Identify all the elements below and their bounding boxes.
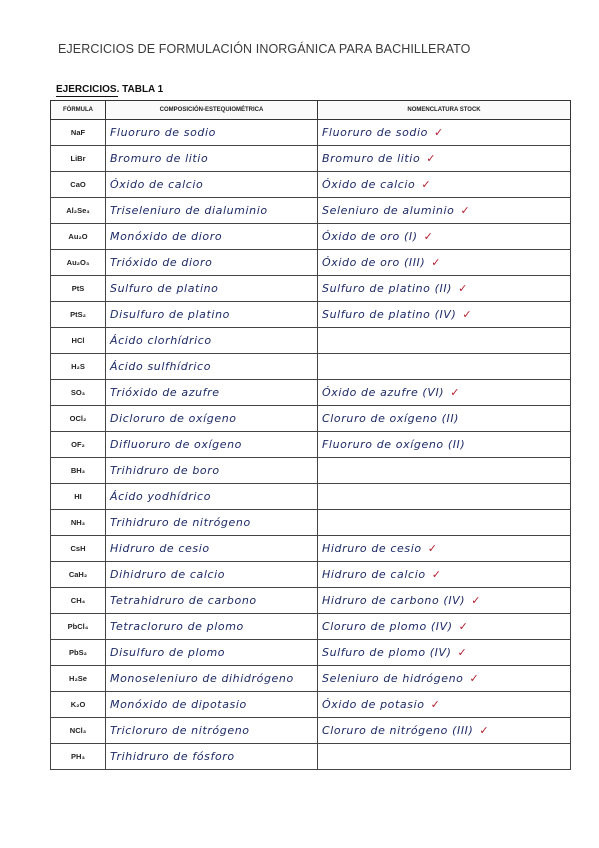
stock-text: Cloruro de oxígeno (II) (322, 412, 460, 425)
stock-cell[interactable] (318, 302, 571, 328)
stock-text: Óxido de oro (I) (322, 230, 418, 243)
composicion-cell[interactable] (106, 354, 318, 380)
composicion-text: Tetracloruro de plomo (110, 620, 244, 633)
composicion-cell[interactable] (106, 250, 318, 276)
table-row (51, 692, 571, 718)
table-row (51, 666, 571, 692)
composicion-cell[interactable] (106, 718, 318, 744)
stock-cell[interactable] (318, 198, 571, 224)
composicion-cell[interactable] (106, 276, 318, 302)
table-row (51, 510, 571, 536)
composicion-cell[interactable] (106, 432, 318, 458)
formula-cell: Au₂O₃ (51, 250, 106, 276)
formula-cell: BH₃ (51, 458, 106, 484)
composicion-text: Disulfuro de platino (110, 308, 230, 321)
table-row (51, 276, 571, 302)
composicion-text: Óxido de calcio (110, 178, 204, 191)
stock-cell[interactable] (318, 172, 571, 198)
composicion-text: Trihidruro de boro (110, 464, 220, 477)
formula-cell: NaF (51, 120, 106, 146)
stock-text: Óxido de azufre (VI) (322, 386, 445, 399)
table-row (51, 146, 571, 172)
stock-text: Seleniuro de aluminio (322, 204, 455, 217)
stock-cell[interactable] (318, 744, 571, 770)
check-mark-icon: ✓ (434, 126, 444, 139)
formula-cell: LiBr (51, 146, 106, 172)
composicion-cell[interactable] (106, 484, 318, 510)
formula-cell: PbS₂ (51, 640, 106, 666)
stock-cell[interactable] (318, 406, 571, 432)
formula-cell: HI (51, 484, 106, 510)
composicion-text: Sulfuro de platino (110, 282, 219, 295)
composicion-cell[interactable] (106, 536, 318, 562)
formula-cell: OCl₂ (51, 406, 106, 432)
formula-cell: H₂Se (51, 666, 106, 692)
stock-text: Hidruro de cesio (322, 542, 422, 555)
stock-cell[interactable] (318, 380, 571, 406)
formula-cell: CH₄ (51, 588, 106, 614)
table-row (51, 744, 571, 770)
composicion-cell[interactable] (106, 380, 318, 406)
composicion-cell[interactable] (106, 562, 318, 588)
composicion-cell[interactable] (106, 510, 318, 536)
stock-cell[interactable] (318, 458, 571, 484)
table-row (51, 328, 571, 354)
check-mark-icon: ✓ (431, 256, 442, 269)
stock-cell[interactable] (318, 666, 571, 692)
table-row (51, 536, 571, 562)
column-header-stock: NOMENCLATURA STOCK (318, 101, 571, 120)
stock-cell[interactable] (318, 588, 571, 614)
table-row (51, 588, 571, 614)
stock-text: Fluoruro de sodio (322, 126, 429, 139)
table-row (51, 432, 571, 458)
formula-cell: SO₃ (51, 380, 106, 406)
formula-cell: CaO (51, 172, 106, 198)
composicion-cell[interactable] (106, 692, 318, 718)
stock-cell[interactable] (318, 146, 571, 172)
composicion-text: Dihidruro de calcio (110, 568, 226, 581)
stock-cell[interactable] (318, 536, 571, 562)
formula-cell: PbCl₄ (51, 614, 106, 640)
composicion-cell[interactable] (106, 302, 318, 328)
table-row (51, 302, 571, 328)
stock-cell[interactable] (318, 120, 571, 146)
formula-cell: PtS₂ (51, 302, 106, 328)
stock-text: Sulfuro de platino (II) (322, 282, 453, 295)
table-row (51, 250, 571, 276)
page-title: EJERCICIOS DE FORMULACIÓN INORGÁNICA PARA BACHILLERATO (58, 42, 471, 56)
check-mark-icon: ✓ (450, 386, 461, 399)
table-header-row (51, 101, 571, 120)
composicion-cell[interactable] (106, 172, 318, 198)
check-mark-icon: ✓ (458, 282, 468, 295)
formula-cell: Au₂O (51, 224, 106, 250)
composicion-text: Trióxido de azufre (110, 386, 220, 399)
check-mark-icon: ✓ (427, 542, 438, 555)
formula-cell: HCl (51, 328, 106, 354)
composicion-text: Ácido sulfhídrico (110, 360, 212, 373)
column-header-formula: FÓRMULA (51, 101, 106, 120)
stock-text: Óxido de potasio (322, 698, 425, 711)
stock-text: Sulfuro de platino (IV) (322, 308, 457, 321)
formula-cell: K₂O (51, 692, 106, 718)
composicion-text: Bromuro de litio (110, 152, 209, 165)
stock-text: Hidruro de carbono (IV) (322, 594, 466, 607)
stock-cell[interactable] (318, 562, 571, 588)
formula-cell: NH₃ (51, 510, 106, 536)
stock-cell[interactable] (318, 250, 571, 276)
stock-cell[interactable] (318, 484, 571, 510)
table-row (51, 380, 571, 406)
composicion-text: Hidruro de cesio (110, 542, 210, 555)
stock-text: Bromuro de litio (322, 152, 421, 165)
composicion-text: Fluoruro de sodio (110, 126, 217, 139)
table-row (51, 484, 571, 510)
composicion-text: Monóxido de dioro (110, 230, 223, 243)
formula-cell: CaH₂ (51, 562, 106, 588)
composicion-cell[interactable] (106, 198, 318, 224)
composicion-text: Dicloruro de oxígeno (110, 412, 237, 425)
composicion-text: Tetrahidruro de carbono (110, 594, 257, 607)
stock-cell[interactable] (318, 640, 571, 666)
check-mark-icon: ✓ (471, 594, 482, 607)
composicion-cell[interactable] (106, 640, 318, 666)
formula-cell: PH₃ (51, 744, 106, 770)
table-title-underline (56, 96, 118, 97)
composicion-text: Triseleniuro de dialuminio (110, 204, 268, 217)
stock-text: Fluoruro de oxígeno (II) (322, 438, 466, 451)
composicion-text: Difluoruro de oxígeno (110, 438, 242, 451)
formula-cell: H₂S (51, 354, 106, 380)
table-row (51, 562, 571, 588)
stock-cell[interactable] (318, 692, 571, 718)
composicion-text: Monóxido de dipotasio (110, 698, 247, 711)
stock-text: Sulfuro de plomo (IV) (322, 646, 452, 659)
check-mark-icon: ✓ (430, 698, 441, 711)
table-row (51, 354, 571, 380)
check-mark-icon: ✓ (457, 646, 468, 659)
check-mark-icon: ✓ (462, 308, 473, 321)
composicion-cell[interactable] (106, 588, 318, 614)
check-mark-icon: ✓ (431, 568, 442, 581)
check-mark-icon: ✓ (458, 620, 469, 633)
formula-cell: NCl₃ (51, 718, 106, 744)
formula-cell: CsH (51, 536, 106, 562)
check-mark-icon: ✓ (421, 178, 432, 191)
composicion-cell[interactable] (106, 744, 318, 770)
stock-cell[interactable] (318, 276, 571, 302)
composicion-text: Trióxido de dioro (110, 256, 213, 269)
composicion-cell[interactable] (106, 328, 318, 354)
stock-text: Hidruro de calcio (322, 568, 426, 581)
stock-text: Cloruro de nitrógeno (III) (322, 724, 474, 737)
stock-cell[interactable] (318, 354, 571, 380)
composicion-text: Trihidruro de fósforo (110, 750, 235, 763)
table-row (51, 120, 571, 146)
composicion-cell[interactable] (106, 120, 318, 146)
column-header-composicion: COMPOSICIÓN-ESTEQUIOMÉTRICA (106, 101, 318, 120)
formula-cell: OF₂ (51, 432, 106, 458)
check-mark-icon: ✓ (426, 152, 437, 165)
stock-cell[interactable] (318, 224, 571, 250)
composicion-cell[interactable] (106, 614, 318, 640)
composicion-text: Disulfuro de plomo (110, 646, 226, 659)
stock-cell[interactable] (318, 510, 571, 536)
formula-cell: PtS (51, 276, 106, 302)
formula-cell: Al₂Se₃ (51, 198, 106, 224)
table-title: EJERCICIOS. TABLA 1 (56, 84, 164, 95)
composicion-cell[interactable] (106, 458, 318, 484)
check-mark-icon: ✓ (469, 672, 480, 685)
composicion-cell[interactable] (106, 146, 318, 172)
table-row (51, 458, 571, 484)
stock-cell[interactable] (318, 614, 571, 640)
table-row (51, 640, 571, 666)
composicion-cell[interactable] (106, 666, 318, 692)
composicion-cell[interactable] (106, 406, 318, 432)
table-row (51, 172, 571, 198)
composicion-text: Ácido clorhídrico (110, 334, 212, 347)
stock-cell[interactable] (318, 432, 571, 458)
check-mark-icon: ✓ (479, 724, 490, 737)
check-mark-icon: ✓ (460, 204, 471, 217)
composicion-text: Trihidruro de nitrógeno (110, 516, 251, 529)
composicion-text: Monoseleniuro de dihidrógeno (110, 672, 294, 685)
composicion-text: Tricloruro de nitrógeno (110, 724, 250, 737)
stock-text: Seleniuro de hidrógeno (322, 672, 464, 685)
stock-text: Óxido de oro (III) (322, 256, 426, 269)
table-row (51, 224, 571, 250)
check-mark-icon: ✓ (423, 230, 434, 243)
composicion-cell[interactable] (106, 224, 318, 250)
stock-text: Cloruro de plomo (IV) (322, 620, 453, 633)
stock-cell[interactable] (318, 328, 571, 354)
exercise-table (50, 100, 571, 770)
table-row (51, 198, 571, 224)
table-row (51, 614, 571, 640)
stock-cell[interactable] (318, 718, 571, 744)
table-row (51, 406, 571, 432)
composicion-text: Ácido yodhídrico (110, 490, 212, 503)
table-row (51, 718, 571, 744)
stock-text: Óxido de calcio (322, 178, 416, 191)
